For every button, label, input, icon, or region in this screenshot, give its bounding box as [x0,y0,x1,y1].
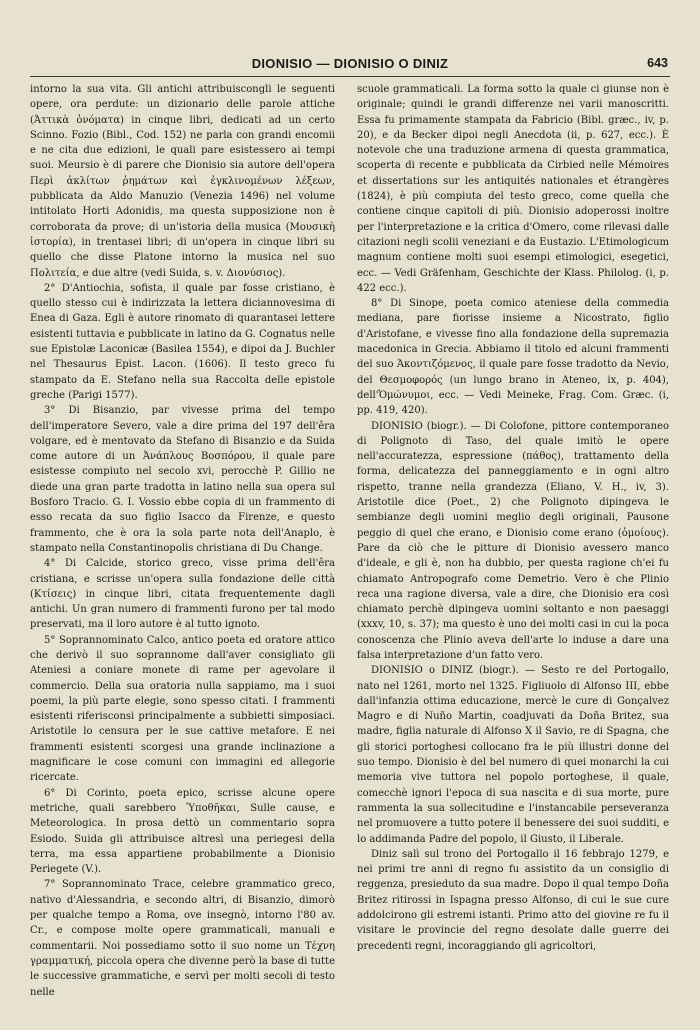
page-running-title: DIONISIO — DIONISIO O DINIZ [251,56,449,71]
paragraph-intro: intorno la sua vita. Gli antichi attribuiscongli le seguenti opere, ora perdute: un dizionario delle parole attiche (Ἀττικὰ ὀνόματα) in cinque libri, dedicati ad un certo Scinno. Fozio (Bibl., Cod. 152) ne parla con grandi encomii e ne cita due edizioni, le quali pare esistessero ai tempi suoi. Meursio è di parere che Dionisio sia autore dell'opera Περὶ ἀκλίτων ῥημάτων καὶ ἐγκλινομένων λέξεων, pubblicata da Aldo Manuzio (Venezia 1496) nel volume intitolato Horti Adonidis, ma questa supposizione non è corroborata da prove; di un'istoria della musica (Μουσικὴ ἱστορία), in trentasei libri; di un'opera in cinque libri su quello che disse Platone intorno la musica nel suo Πολιτεία, e due altre (vedi Suida, s. v. Διονύσιος). [30,84,335,279]
entry-7-trace: 7° Soprannominato Trace, celebre grammatico greco, nativo d'Alessandria, e secondo altri, di Bisanzio, dimorò per qualche tempo a Roma, ove insegnò, intorno l'80 av. Cr., e compose molte opere grammaticali, manuali e commentarii. Noi possediamo sotto il suo nome un Τέχνη γραμματική, piccola opera che divenne però la base di tutte le successive grammatiche, e servì per molti secoli di testo nelle [30,879,335,998]
right-column [357,82,669,1020]
left-column [30,82,335,1020]
page-number: 643 [647,56,668,70]
running-header [30,54,670,77]
entry-2-antiochia: 2° D'Antiochia, sofista, il quale par fosse cristiano, è quello stesso cui è indirizzata la lettera diciannovesima di Enea di Gaza. Egli è autore rinomato di quarantasei lettere esistenti tuttavia e pubblicate in latino da G. Cognatus nelle sue Epistolæ Laconicæ (Basilea 1554), e dipoi da J. Buchler nel Thesaurus Epist. Lacon. (1606). Il testo greco fu stampato da E. Stefano nella sua Raccolta delle epistole greche (Parigi 1577). [30,282,335,401]
entry-8-sinope: 8° Di Sinope, poeta comico ateniese della commedia mediana, pare fiorisse insieme a Nicostrato, figlio d'Aristofane, e vivesse fino alla fondazione della supremazia macedonica in Grecia. Abbiamo il titolo ed alcuni frammenti del suo Ἀκοντιζόμενος, il quale pare fosse tradotto da Nevio, del Θεσμοφορός (un lungo brano in Ateneo, ix, p. 404), dell'Ὁμώνυμοι, ecc. — Vedi Meineke, Frag. Com. Græc. (i, pp. 419, 420). [357,298,669,417]
entry-5-calco: 5° Soprannominato Calco, antico poeta ed oratore attico che derivò il suo soprannome dall'aver consigliato gli Ateniesi a coniare monete di rame per agevolare il commercio. Della sua oratoria nulla sappiamo, ma i suoi poemi, la più parte elegie, sono spesso citati. I frammenti esistenti riferisconsi principalmente a subbietti simposiaci. Aristotile lo censura per le sue cattive metafore. E nei frammenti esistenti scorgesi una grande inclinazione a magnificare le cose comuni con immagini ed allegorie ricercate. [30,634,335,784]
entry-4-calcide: 4° Di Calcide, storico greco, visse prima dell'êra cristiana, e scrisse un'opera sulla fondazione delle città (Κτίσεις) in cinque libri, citata frequentemente dagli antichi. Un gran numero di frammenti furono per tal modo preservati, ma il loro autore è al tutto ignoto. [30,558,335,631]
paragraph-diniz-reign: Diniz salì sul trono del Portogallo il 16 febbrajo 1279, e nei primi tre anni di regno fu assistito da un consiglio di reggenza, presieduto da sua madre. Dopo il qual tempo Doña Britez ritirossi in Ispagna presso Alfonso, di cui le sue cure addolcirono gli estremi istanti. Primo atto del giovine re fu il visitare le provincie del regno desolate dalle guerre dei precedenti regni, incoraggiando gli agricoltori, [357,848,669,952]
entry-dionisio-biogr: DIONISIO (biogr.). — Di Colofone, pittore contemporaneo di Polignoto di Taso, del quale imitò le opere nell'accuratezza, espressione (πάθος), trattamento della forma, delicatezza del panneggiamento e in ogni altro rispetto, tranne nella grandezza (Eliano, V. H., iv, 3). Aristotile dice (Poet., 2) che Polignoto dipingeva le sembianze degli uomini meglio degli originali, Pausone peggio di quel che erano, e Dionisio come erano (ὁμοίους). Pare da ciò che le pitture di Dionisio avessero manco d'ideale, e gli è, non ha dubbio, per questa ragione ch'ei fu chiamato Antropografo come Demetrio. Vero è che Plinio reca una ragione diversa, vale a dire, che Dionisio era così chiamato perchè dipingeva uomini soltanto e non paesaggi (xxxv, 10, s. 37); ma questo è uno dei molti casi in cui la poca conoscenza che Plinio aveva dell'arte lo induse a dare una falsa interpretazione d'un fatto vero. [357,420,669,661]
entry-dionisio-o-diniz: DIONISIO o DINIZ (biogr.). — Sesto re del Portogallo, nato nel 1261, morto nel 1325. Figliuolo di Alfonso III, ebbe dall'infanzia ottima educazione, mercè le cure di Gonçalvez Magro e di Nuño Martin, coadjuvati da Doña Britez, sua madre, figlia naturale di Alfonso X il Savio, re di Spagna, che gli storici portoghesi collocano fra le più illustri donne del suo tempo. Dionisio è del bel numero di quei monarchi la cui memoria vive tuttora nel popolo portoghese, il quale, comecchè ignori l'epoca di sua nascita e di sua morte, pure rammenta la sua sollecitudine e l'instancabile perseveranza nel promuovere a tutto potere il benessere dei suoi sudditi, e lo addimanda Padre del popolo, il Giusto, il Liberale. [357,665,669,845]
entry-3-bisanzio: 3° Di Bisanzio, par vivesse prima del tempo dell'imperatore Severo, vale a dire prima del 197 dell'êra volgare, ed è mentovato da Stefano di Bisanzio e da Suida come autore di un Ἀνάπλους Βοσπόρου, il quale pare esistesse compiuto nel secolo xvi, perocchè P. Gillio ne diede una gran parte tradotta in latino nella sua opera sul Bosforo Tracio. G. I. Vossio ebbe copia di un frammento di esso recata da suo figlio Isacco da Firenze, e questo frammento, che è ora la sola parte nota dell'Anaplo, è stampato nella Constantinopolis christiana di Du Change. [30,405,335,554]
paragraph-continuation: scuole grammaticali. La forma sotto la quale ci giunse non è originale; quindi le grandi differenze nei varii manoscritti. Essa fu primamente stampata da Fabricio (Bibl. græc., iv, p. 20), e da Becker dipoi negli Anecdota (ii, p. 627, ecc.). È notevole che una traduzione armena di questa grammatica, scoperta di recente e pubblicata da Cirbied nelle Mémoires et dissertations sur les antiquités nationales et étrangères (1824), è più compiuta del testo greco, come quella che contiene cinque capitoli di più. Dionisio adoperossi inoltre per l'interpretazione e la critica d'Omero, come rilevasi dalle citazioni negli scolii veneziani e da Eustazio. L'Etimologicum magnum contiene molti suoi esempi etimologici, esegetici, ecc. — Vedi Gräfenham, Geschichte der Klass. Philolog. (i, p. 422 ecc.). [357,84,669,294]
entry-6-corinto: 6° Di Corinto, poeta epico, scrisse alcune opere metriche, quali sarebbero Ὑποθῆκαι, Sulle cause, e Meteorologica. In prosa dettò un commentario sopra Esiodo. Suida gli attribuisce altresì una periegesi della terra, ma essa appartiene probabilmente a Dionisio Periegete (V.). [30,787,335,876]
